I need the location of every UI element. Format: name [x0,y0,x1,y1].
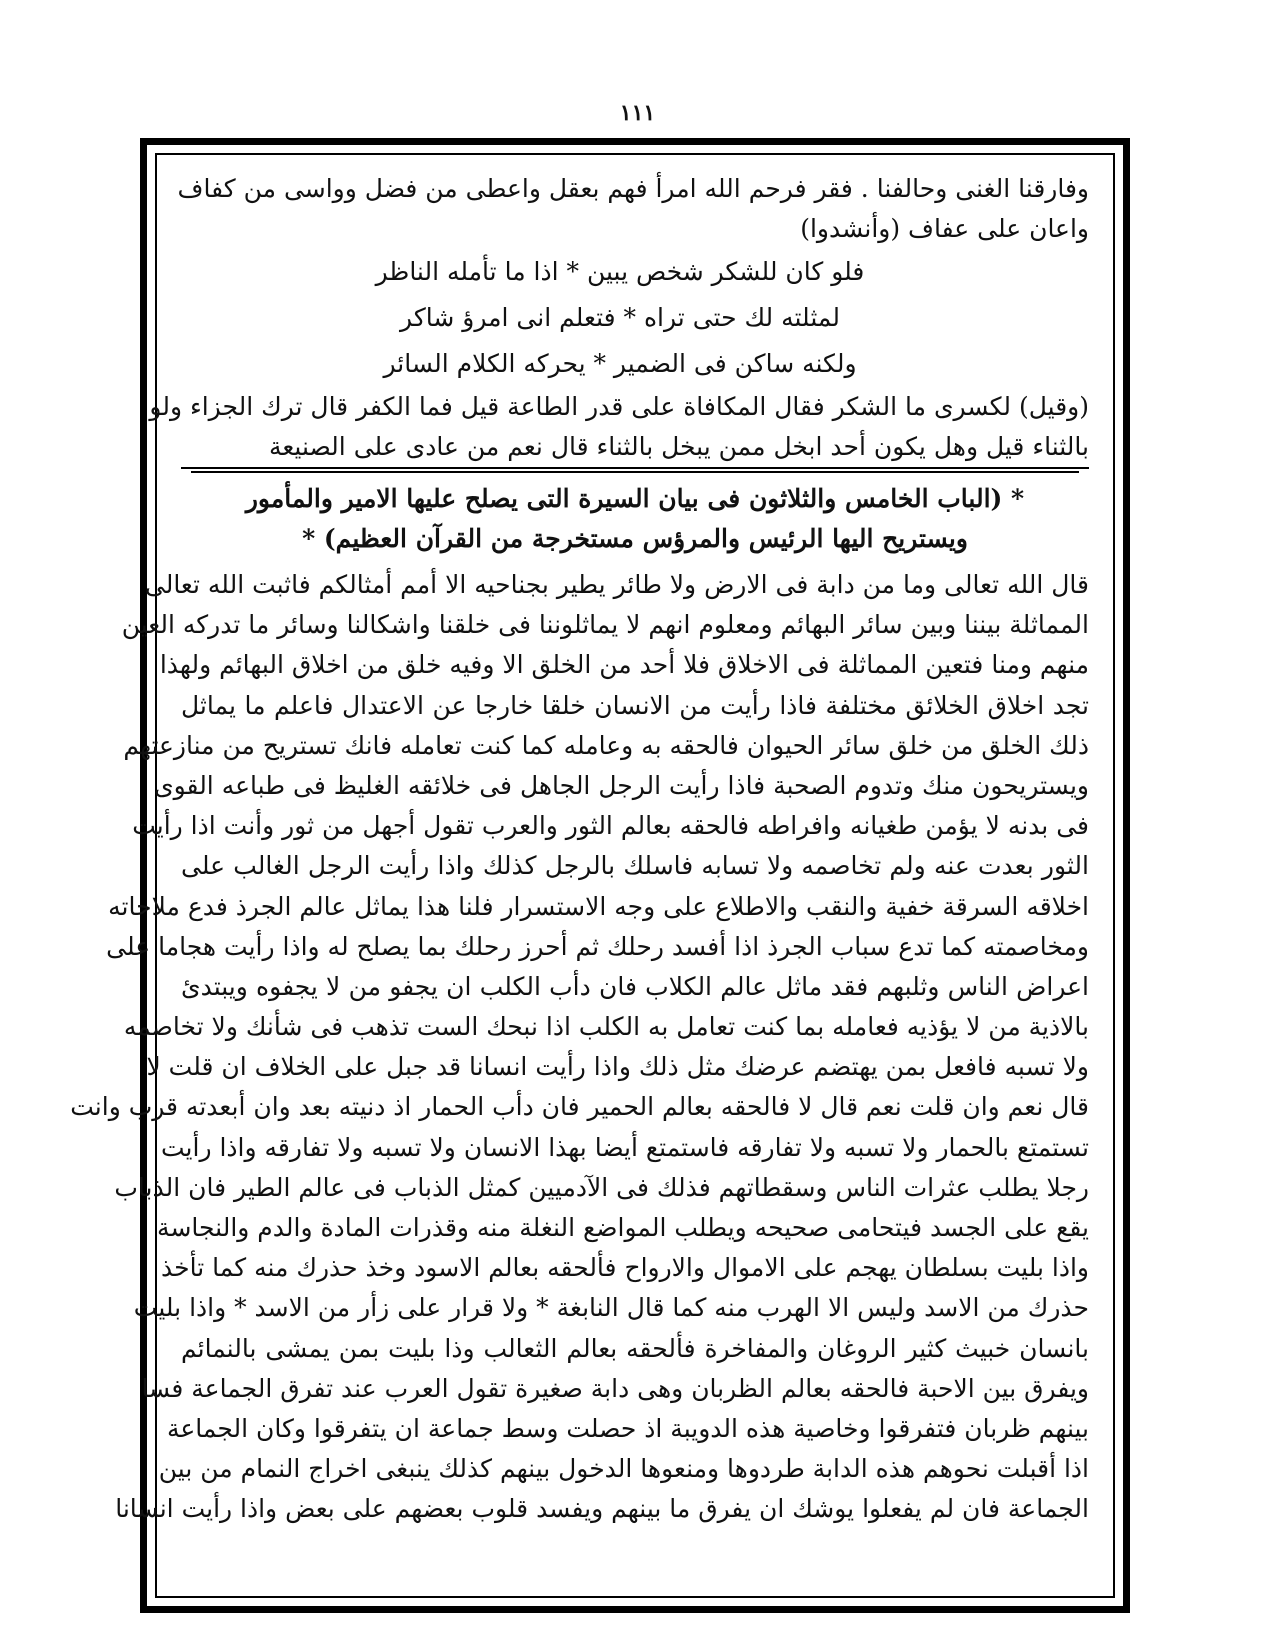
text-block [70,169,1089,1582]
body-line: فى بدنه لا يؤمن طغيانه وافراطه فالحقه بعالم الثور والعرب تقول أجهل من ثور وأنت اذا رأيت [132,811,1089,841]
body-line: رجلا يطلب عثرات الناس وسقطاتهم فذلك فى الآدميين كمثل الذباب فى عالم الطير فان الذباب [114,1172,1089,1202]
body-line: ومخاصمته كما تدع سباب الجرذ اذا أفسد رحلك ثم أحرز رحلك بما يصلح له واذا رأيت هجاما على [106,931,1089,961]
chapter-heading: ويستريح اليها الرئيس والمرؤس مستخرجة من القرآن العظيم) * [302,524,968,553]
body-line: ويفرق بين الاحبة فالحقه بعالم الظربان وهى دابة صغيرة تقول العرب عند تفرق الجماعة فسا [141,1373,1089,1403]
saying-line: (وقيل) لكسرى ما الشكر فقال المكافاة على قدر الطاعة قيل فما الكفر قال ترك الجزاء ولو [149,392,1089,421]
body-paragraph [70,565,1089,1530]
body-line: ويستريحون منك وتدوم الصحبة فاذا رأيت الرجل الجاهل فى خلائقه الغليظ فى طباعه القوى [154,770,1089,800]
body-line: تجد اخلاق الخلائق مختلفة فاذا رأيت من الانسان خلقا خارجا عن الاعتدال فاعلم ما يماثل [181,690,1089,720]
body-line: بانسان خبيث كثير الروغان والمفاخرة فألحقه بعالم الثعالب وذا بليت بمن يمشى بالنمائم [181,1333,1089,1363]
body-line: اذا أقبلت نحوهم هذه الدابة طردوها ومنعوها الدخول بينهم كذلك ينبغى اخراج النمام من بين [158,1454,1089,1484]
body-line: بينهم ظربان فتفرقوا وخاصية هذه الدويبة اذ حصلت وسط جماعة ان يتفرقوا وكان الجماعة [166,1413,1089,1443]
body-line: الثور بعدت عنه ولم تخاصمه ولا تسابه فاسلك بالرجل كذلك واذا رأيت الرجل الغالب على [181,851,1089,881]
chapter-heading: * (الباب الخامس والثلاثون فى بيان السيرة التى يصلح عليها الامير والمأمور [245,484,1025,513]
body-line: اعراض الناس وثلبهم فقد ماثل عالم الكلاب فان دأب الكلب ان يجفو من لا يجفوه ويبتدئ [181,971,1089,1001]
page-frame-inner [70,153,1115,1598]
intro-line: واعان على عفاف (وأنشدوا) [800,214,1089,243]
verse-line: فلو كان للشكر شخص يبين * اذا ما تأمله الناظر [375,257,865,286]
saying-line: بالثناء قيل وهل يكون أحد ابخل ممن يبخل بالثناء قال نعم من عادى على الصنيعة [181,427,1089,469]
verse-line: لمثلته لك حتى تراه * فتعلم انى امرؤ شاكر [400,303,840,332]
body-line: قال نعم وان قلت نعم قال لا فالحقه بعالم الحمير فان دأب الحمار اذ دنيته بعد وان أبعدته قرب وانت [70,1092,1089,1122]
page-number: ١١١ [619,100,656,126]
body-line: الجماعة فان لم يفعلوا يوشك ان يفرق ما بينهم ويفسد قلوب بعضهم على بعض واذا رأيت انسانا [115,1494,1089,1524]
body-line: منهم ومنا فتعين المماثلة فى الاخلاق فلا أحد من الخلق الا وفيه خلق من اخلاق البهائم ولهذا [159,650,1089,680]
body-line: واذا بليت بسلطان يهجم على الاموال والارواح فألحقه بعالم الاسود وخذ حذرك منه كما تأخذ [161,1253,1089,1283]
body-line: حذرك من الاسد وليس الا الهرب منه كما قال النابغة * ولا قرار على زأر من الاسد * واذا بليت [133,1293,1089,1323]
body-line: قال الله تعالى وما من دابة فى الارض ولا طائر يطير بجناحيه الا أمم أمثالكم فاثبت الله تعالى [144,570,1089,599]
section-divider [191,471,1079,473]
body-line: اخلاقه السرقة خفية والنقب والاطلاع على وجه الاستسرار فلنا هذا يماثل عالم الجرذ فدع ملاحاته [108,891,1089,921]
page-frame [70,138,1130,1613]
intro-line: وفارقنا الغنى وحالفنا . فقر فرحم الله امرأ فهم بعقل واعطى من فضل وواسى من كفاف [177,174,1089,203]
body-line: المماثلة بيننا وبين سائر البهائم ومعلوم انهم لا يماثلوننا فى خلقنا واشكالنا وسائر ما تدركه العين [121,610,1089,640]
body-line: ولا تسبه فافعل بمن يهتضم عرضك مثل ذلك واذا رأيت انسانا قد جبل على الخلاف ان قلت لا [146,1052,1089,1082]
verse-line: ولكنه ساكن فى الضمير * يحركه الكلام السائر [383,349,857,378]
body-line: بالاذية من لا يؤذيه فعامله بما كنت تعامل به الكلب اذا نبحك الست تذهب فى شأنك ولا تخاصمه [123,1012,1089,1042]
body-line: ذلك الخلق من خلق سائر الحيوان فالحقه به وعامله كما كنت تعامله فانك تستريح من منازعتهم [123,730,1089,760]
body-line: تستمتع بالحمار ولا تسبه ولا تفارقه فاستمتع أيضا بهذا الانسان ولا تسبه ولا تفارقه واذا رأيت [161,1132,1089,1162]
body-line: يقع على الجسد فيتحامى صحيحه ويطلب المواضع النغلة منه وقذرات المادة والدم والنجاسة [157,1213,1089,1242]
